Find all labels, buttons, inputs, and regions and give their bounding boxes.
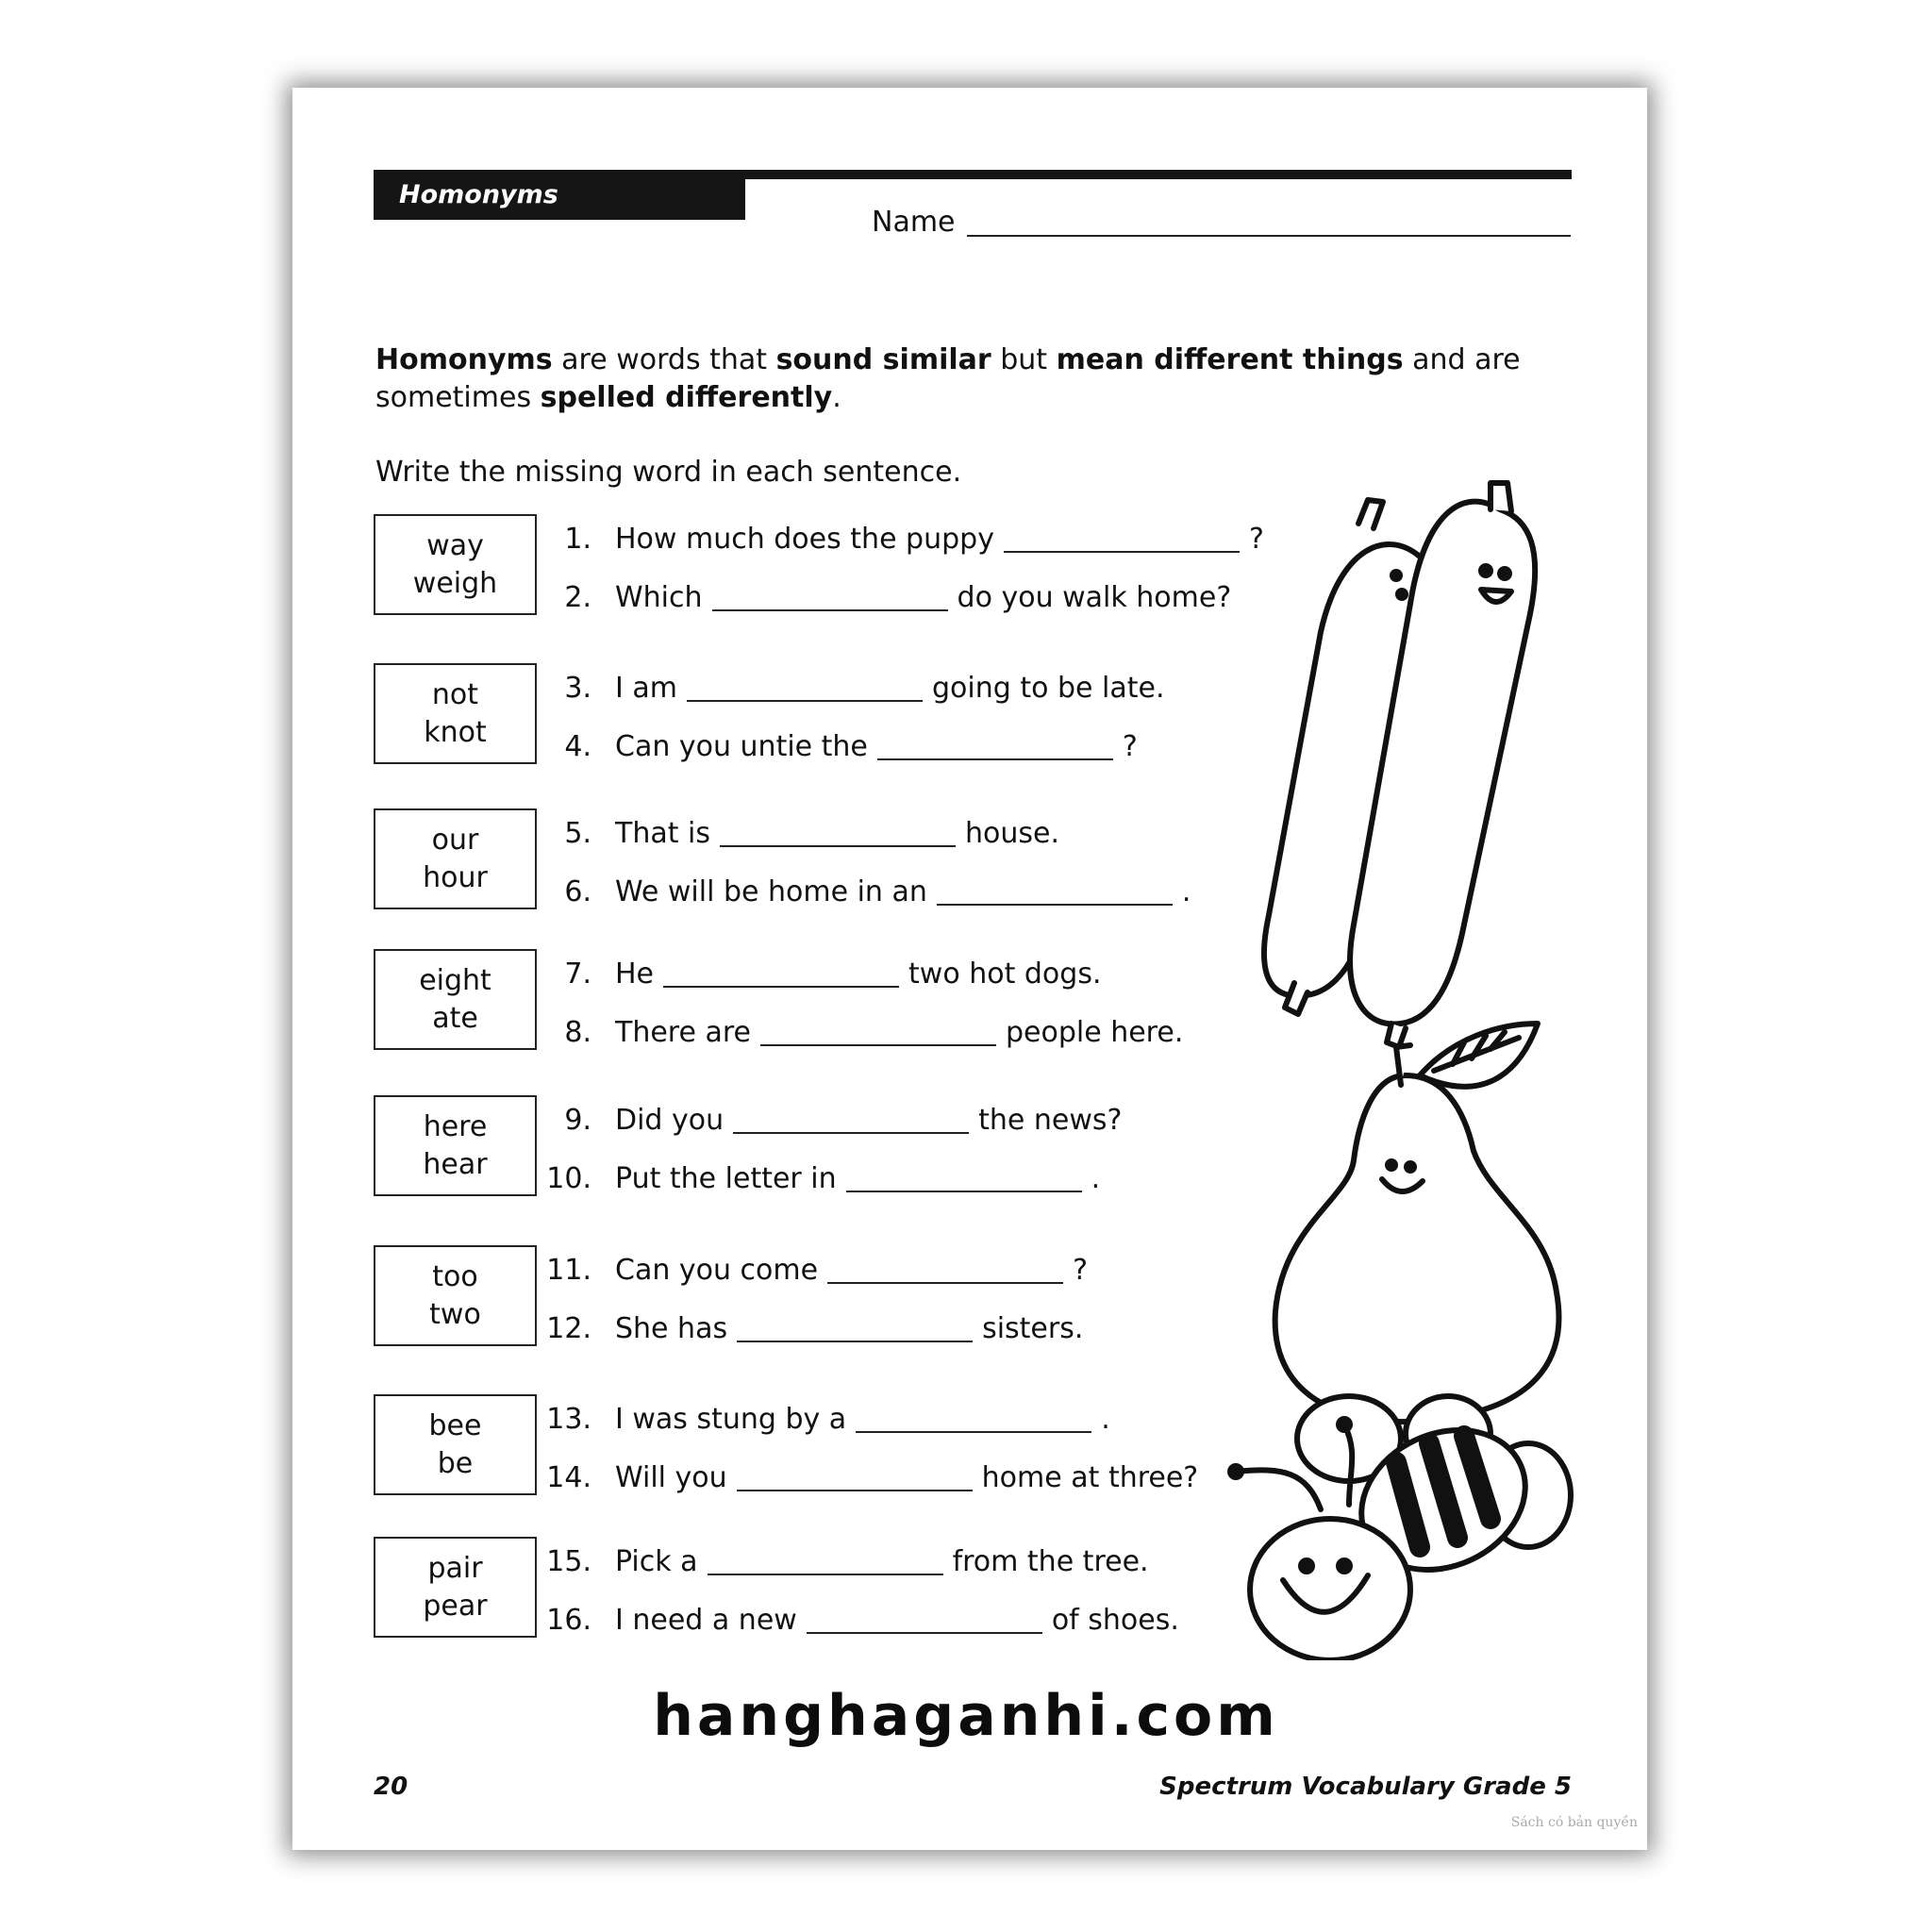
question-text-after: do you walk home? <box>957 580 1232 614</box>
word-choice: bee <box>428 1408 482 1442</box>
question-row <box>531 1400 1110 1438</box>
word-choice-box <box>374 663 537 764</box>
question-text-before: How much does the puppy <box>615 522 994 556</box>
header-rule <box>736 170 1572 179</box>
instruction-text: Write the missing word in each sentence. <box>375 456 962 489</box>
answer-blank[interactable] <box>1004 525 1240 553</box>
question-row <box>531 1601 1179 1639</box>
copyright-notice: Sách có bản quyền <box>1510 1815 1638 1830</box>
word-choice: here <box>423 1109 488 1143</box>
answer-blank[interactable] <box>712 583 948 611</box>
question-text-before: There are <box>615 1015 751 1049</box>
answer-blank[interactable] <box>737 1314 973 1342</box>
section-title: Homonyms <box>399 180 558 209</box>
answer-blank[interactable] <box>720 819 956 847</box>
question-text-after: from the tree. <box>952 1544 1149 1578</box>
word-choice-box <box>374 949 537 1050</box>
book-title: Spectrum Vocabulary Grade 5 <box>1159 1773 1572 1801</box>
question-row <box>531 1251 1088 1289</box>
intro-paragraph: Homonyms are words that sound similar but mean different things and are sometimes spelled differently. <box>375 343 1521 414</box>
word-choice: pear <box>423 1589 488 1623</box>
word-choice: way <box>426 528 484 562</box>
watermark: hanghaganhi.com <box>653 1683 1279 1749</box>
question-text-before: We will be home in an <box>615 874 927 908</box>
illustration <box>1217 472 1594 1660</box>
question-text-after: home at three? <box>981 1460 1199 1494</box>
question-row <box>531 520 1264 558</box>
question-row <box>531 814 1059 852</box>
question-text-before: Put the letter in <box>615 1161 837 1195</box>
word-choice: pair <box>427 1551 483 1585</box>
answer-blank[interactable] <box>733 1106 969 1134</box>
question-text-before: Pick a <box>615 1544 698 1578</box>
answer-blank[interactable] <box>760 1018 996 1046</box>
question-number: 1. <box>564 522 591 556</box>
word-choice: two <box>429 1297 481 1331</box>
word-choice: knot <box>424 715 487 749</box>
question-text-after: ? <box>1122 729 1138 763</box>
question-number: 7. <box>564 957 591 991</box>
answer-blank[interactable] <box>807 1606 1042 1634</box>
word-choice-box <box>374 1394 537 1495</box>
question-number: 5. <box>564 816 591 850</box>
answer-blank[interactable] <box>877 732 1113 760</box>
question-text-before: I need a new <box>615 1603 797 1637</box>
question-text-after: ? <box>1073 1253 1089 1287</box>
question-number: 11. <box>546 1253 591 1287</box>
question-number: 3. <box>564 671 591 705</box>
question-number: 2. <box>564 580 591 614</box>
word-choice-box <box>374 1537 537 1638</box>
question-text-after: house. <box>965 816 1060 850</box>
question-row <box>531 669 1165 707</box>
question-text-before: Can you come <box>615 1253 819 1287</box>
word-choice-box <box>374 808 537 909</box>
question-row <box>531 1309 1083 1347</box>
question-text-before: That is <box>615 816 710 850</box>
question-number: 15. <box>546 1544 591 1578</box>
question-text-after: . <box>1101 1402 1110 1436</box>
question-row <box>531 1013 1183 1051</box>
word-choice: ate <box>432 1001 478 1035</box>
bee-icon <box>1230 1396 1571 1660</box>
question-text-after: of shoes. <box>1051 1603 1179 1637</box>
question-number: 9. <box>564 1103 591 1137</box>
question-number: 8. <box>564 1015 591 1049</box>
question-text-before: She has <box>615 1311 728 1345</box>
word-choice: eight <box>419 963 491 997</box>
question-text-after: sisters. <box>982 1311 1084 1345</box>
answer-blank[interactable] <box>856 1405 1091 1433</box>
question-text-after: ? <box>1248 522 1264 556</box>
word-choice-box <box>374 514 537 615</box>
section-title-band <box>374 170 745 220</box>
question-number: 10. <box>546 1161 591 1195</box>
question-text-before: I was stung by a <box>615 1402 847 1436</box>
question-text-before: He <box>615 957 655 991</box>
question-text-before: Will you <box>615 1460 727 1494</box>
hot-dog-icon <box>1264 483 1535 1047</box>
question-text-after: . <box>1091 1161 1101 1195</box>
question-text-after: two hot dogs. <box>908 957 1102 991</box>
question-row <box>531 727 1138 765</box>
question-text-after: people here. <box>1005 1015 1184 1049</box>
question-text-after: . <box>1181 874 1191 908</box>
word-choice: our <box>431 823 479 857</box>
word-choice: weigh <box>412 566 498 600</box>
question-text-before: Which <box>615 580 703 614</box>
question-number: 14. <box>546 1460 591 1494</box>
question-row <box>531 955 1101 992</box>
question-number: 4. <box>564 729 591 763</box>
question-row <box>531 578 1231 616</box>
question-number: 16. <box>546 1603 591 1637</box>
answer-blank[interactable] <box>737 1463 973 1491</box>
question-text-after: going to be late. <box>932 671 1165 705</box>
word-choice: too <box>432 1259 478 1293</box>
question-number: 13. <box>546 1402 591 1436</box>
word-choice: hour <box>423 860 488 894</box>
page-number: 20 <box>374 1773 408 1801</box>
name-field-line[interactable] <box>967 235 1571 237</box>
word-choice: be <box>437 1446 474 1480</box>
answer-blank[interactable] <box>846 1164 1082 1192</box>
answer-blank[interactable] <box>687 674 923 702</box>
question-number: 12. <box>546 1311 591 1345</box>
question-row <box>531 1458 1198 1496</box>
question-row <box>531 873 1191 910</box>
name-label: Name <box>872 206 956 239</box>
pear-icon <box>1275 1024 1559 1422</box>
question-text-before: I am <box>615 671 677 705</box>
answer-blank[interactable] <box>708 1547 943 1575</box>
question-text-after: the news? <box>978 1103 1123 1137</box>
question-text-before: Can you untie the <box>615 729 868 763</box>
question-row <box>531 1101 1122 1139</box>
word-choice-box <box>374 1095 537 1196</box>
word-choice: hear <box>423 1147 488 1181</box>
question-row <box>531 1159 1100 1197</box>
question-text-before: Did you <box>615 1103 724 1137</box>
word-choice: not <box>431 677 479 711</box>
question-number: 6. <box>564 874 591 908</box>
answer-blank[interactable] <box>937 877 1173 906</box>
word-choice-box <box>374 1245 537 1346</box>
question-row <box>531 1542 1149 1580</box>
answer-blank[interactable] <box>827 1256 1063 1284</box>
answer-blank[interactable] <box>663 959 899 988</box>
